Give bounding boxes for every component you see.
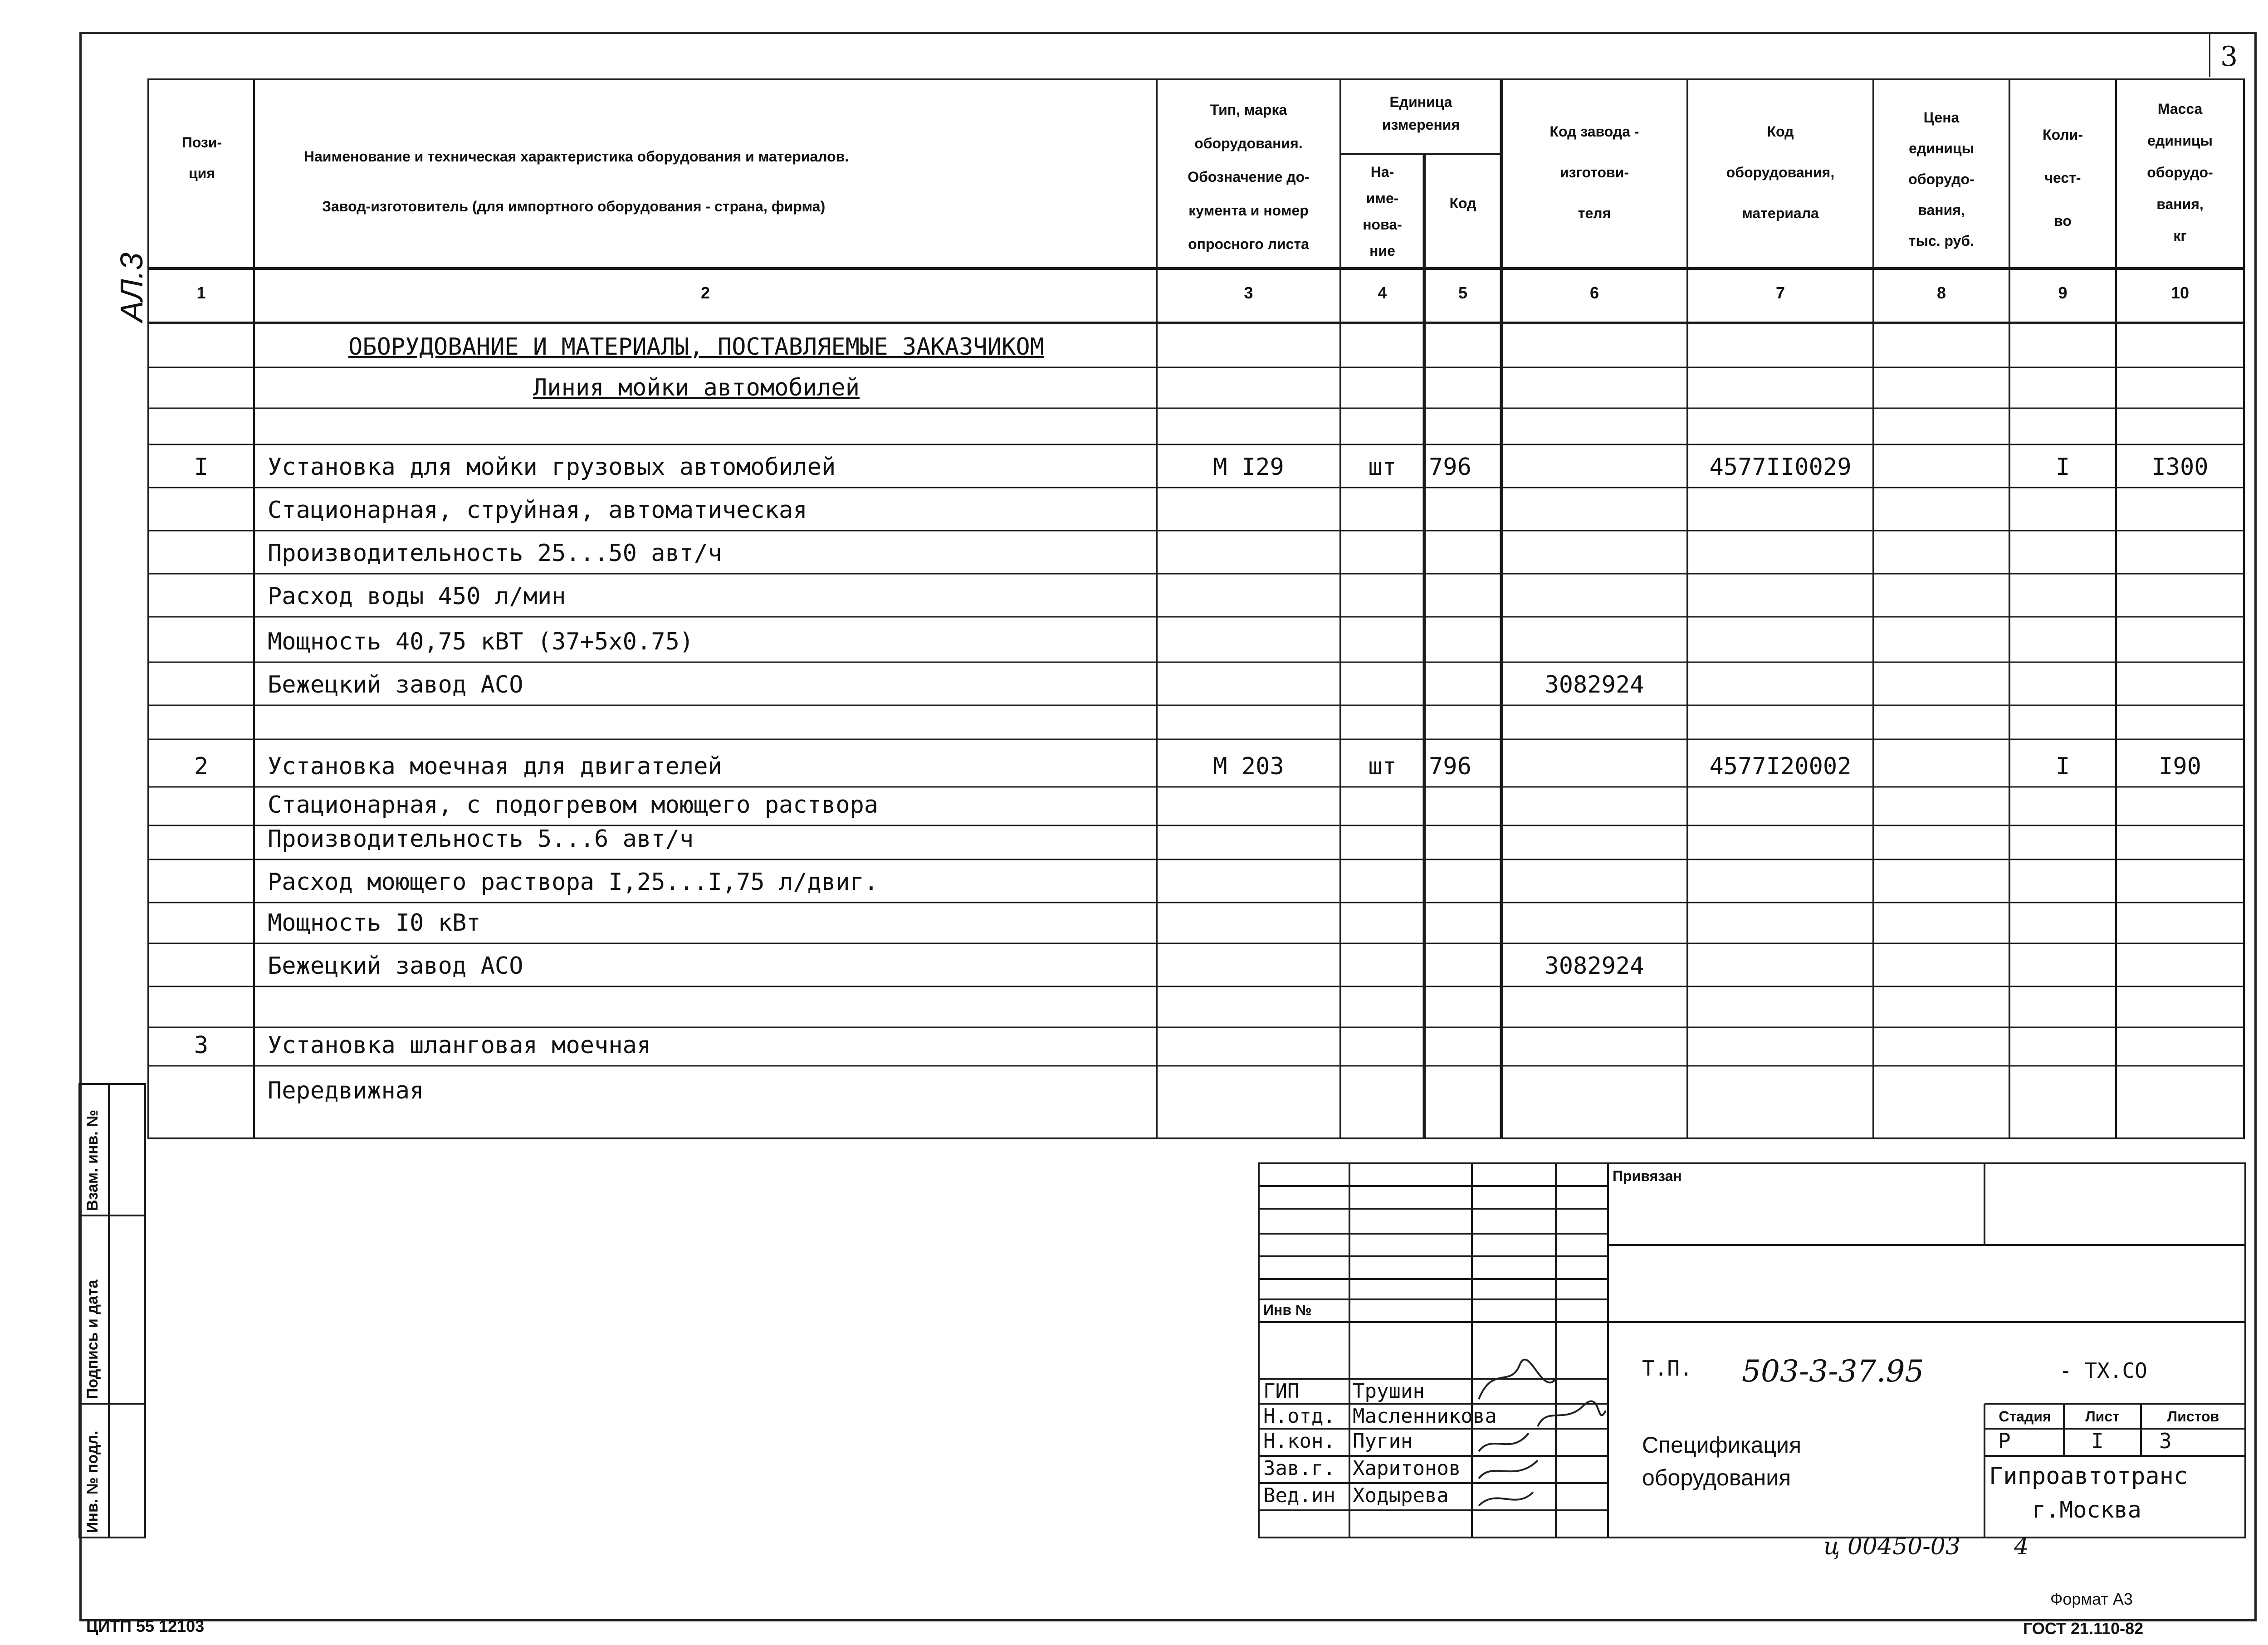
stamp-inv-podl: Инв. № подл.	[84, 1430, 101, 1533]
cell-name: Расход моющего раствора I,25...I,75 л/двиг.	[268, 869, 879, 896]
hdr-col6: Код завода - изготови- теля	[1549, 123, 1639, 221]
tb-person-name: Трушин	[1353, 1380, 1425, 1403]
column-number: 10	[2170, 283, 2190, 302]
hdr-col2: Наименование и техническая характеристика оборудования и материалов. Завод-изготовитель (для импортного оборудования - страна, фирма)	[304, 148, 849, 215]
hdr-col7: Код оборудования, материала	[1726, 123, 1835, 221]
tb-stage: Р	[1998, 1429, 2011, 1453]
cell-name: Производительность 5...6 авт/ч	[268, 825, 694, 853]
left-code: ЦИТП 55 12103	[86, 1617, 205, 1635]
cell-type: М I29	[1213, 454, 1284, 481]
stamp-inv-vzam: Взам. инв. №	[84, 1109, 101, 1211]
tb-org: Гипроавтотранс	[1989, 1463, 2188, 1490]
cell-name: Бежецкий завод АСО	[268, 952, 523, 980]
cell-qty: I	[2055, 454, 2070, 481]
cell-equip: 4577II0029	[1709, 454, 1852, 481]
tb-person-name: Ходырева	[1353, 1484, 1449, 1507]
gost-label: ГОСТ 21.110-82	[2023, 1619, 2144, 1638]
hdr-col8: Цена единицы оборудо- вания, тыс. руб.	[1908, 109, 1975, 249]
tb-doc-suffix: - ТХ.СО	[2059, 1358, 2147, 1383]
cell-name: Расход воды 450 л/мин	[268, 583, 566, 610]
cell-pos: 2	[194, 753, 209, 780]
format-label: Формат А3	[2050, 1590, 2133, 1608]
tb-stage-label: Стадия	[1999, 1408, 2051, 1425]
tb-person-name: Харитонов	[1353, 1457, 1461, 1480]
tb-privyazan: Привязан	[1613, 1168, 1682, 1184]
column-number: 3	[1244, 283, 1253, 302]
tb-doc-title: Спецификация оборудования	[1642, 1432, 1802, 1490]
cell-name: Установка для мойки грузовых автомобилей	[268, 454, 836, 481]
tb-doc-number: 503-3-37.95	[1742, 1354, 1924, 1389]
side-mark: АЛ.3	[114, 252, 149, 322]
tb-role: Вед.ин	[1263, 1484, 1335, 1507]
hdr-col3: Тип, марка оборудования. Обозначение до- кумента и номер опросного листа	[1188, 102, 1310, 252]
cell-name: Установка моечная для двигателей	[268, 753, 722, 780]
column-number: 4	[1378, 283, 1387, 302]
hdr-col1: Пози- ция	[181, 134, 222, 181]
tb-person-name: Масленникова	[1353, 1405, 1497, 1428]
tb-sheet: I	[2091, 1429, 2104, 1453]
cell-factory: 3082924	[1545, 671, 1644, 698]
archive-page: 4	[2014, 1533, 2029, 1560]
tb-role: Зав.г.	[1263, 1457, 1335, 1480]
stamp-podpis: Подпись и дата	[84, 1279, 101, 1399]
hdr-col4: На- име- нова- ние	[1363, 164, 1402, 259]
tb-city: г.Москва	[2032, 1497, 2141, 1523]
column-number: 1	[196, 283, 206, 302]
cell-equip: 4577I20002	[1709, 753, 1852, 780]
hdr-col10: Масса единицы оборудо- вания, кг	[2147, 101, 2213, 244]
cell-type: М 203	[1213, 753, 1284, 780]
cell-mass: I90	[2159, 753, 2201, 780]
cell-unit: шт	[1368, 753, 1397, 780]
cell-name: Мощность 40,75 кВТ (37+5х0.75)	[268, 628, 694, 655]
tb-person-name: Пугин	[1353, 1430, 1413, 1453]
cell-name: Производительность 25...50 авт/ч	[268, 540, 722, 567]
corner-sheet-number: 3	[2220, 41, 2238, 73]
tb-role: ГИП	[1263, 1380, 1300, 1403]
column-number: 6	[1589, 283, 1599, 302]
tb-inv-no: Инв №	[1263, 1302, 1312, 1318]
cell-code: 796	[1429, 753, 1471, 780]
cell-code: 796	[1429, 454, 1471, 481]
column-number: 8	[1936, 283, 1946, 302]
cell-name: Бежецкий завод АСО	[268, 671, 523, 698]
cell-name: Передвижная	[268, 1077, 424, 1104]
cell-factory: 3082924	[1545, 952, 1644, 980]
column-number: 2	[700, 283, 710, 302]
tb-sheets: 3	[2159, 1429, 2172, 1453]
tb-sheets-label: Листов	[2167, 1408, 2219, 1425]
hdr-col9: Коли- чест- во	[2043, 127, 2083, 229]
cell-mass: I300	[2151, 454, 2209, 481]
tb-sheet-label: Лист	[2085, 1408, 2120, 1425]
tb-role: Н.отд.	[1263, 1405, 1335, 1428]
column-number: 7	[1775, 283, 1785, 302]
column-number: 5	[1458, 283, 1468, 302]
cell-name: Линия мойки автомобилей	[533, 374, 860, 401]
cell-pos: 3	[194, 1032, 209, 1059]
cell-pos: I	[194, 454, 209, 481]
cell-name: Стационарная, струйная, автоматическая	[268, 497, 807, 524]
archive-number: ц 00450-03	[1823, 1533, 1960, 1560]
cell-name: ОБОРУДОВАНИЕ И МАТЕРИАЛЫ, ПОСТАВЛЯЕМЫЕ ЗАКАЗЧИКОМ	[348, 333, 1045, 361]
cell-name: Установка шланговая моечная	[268, 1032, 651, 1059]
hdr-col45: Единица измерения	[1382, 94, 1460, 133]
cell-name: Мощность I0 кВт	[268, 909, 481, 937]
cell-name: Стационарная, с подогревом моющего раствора	[268, 791, 879, 819]
tb-doc-prefix: Т.П.	[1642, 1356, 1692, 1381]
cell-unit: шт	[1368, 454, 1397, 481]
tb-role: Н.кон.	[1263, 1430, 1335, 1453]
column-number: 9	[2058, 283, 2068, 302]
hdr-col5: Код	[1449, 195, 1476, 211]
cell-qty: I	[2055, 753, 2070, 780]
